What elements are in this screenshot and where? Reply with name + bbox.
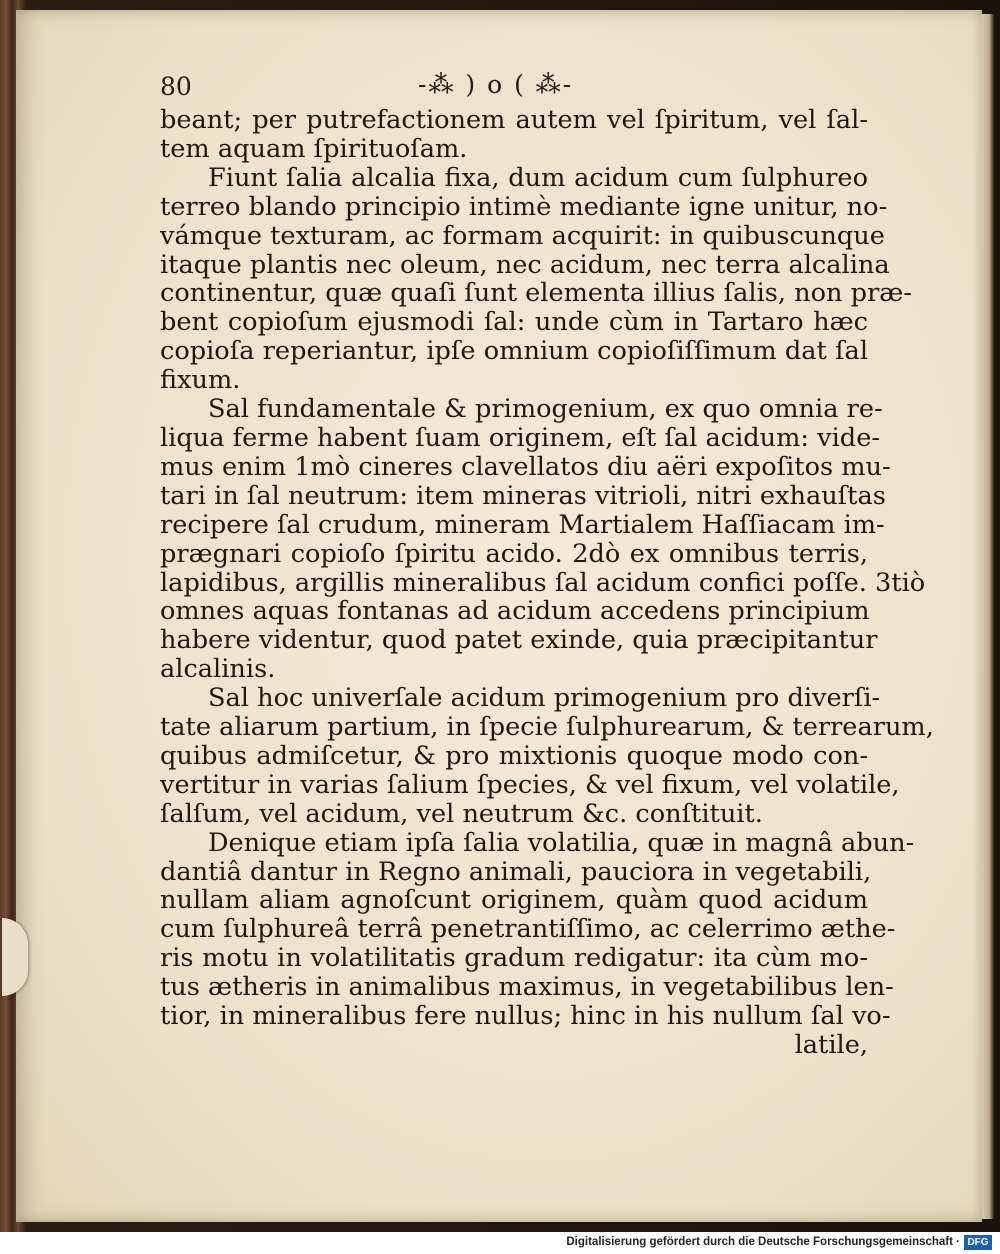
text-line: vámque texturam, ac formam acquirit: in quibuscunque <box>160 220 885 251</box>
text-line: latile, <box>794 1030 868 1060</box>
page-header <box>160 72 868 108</box>
body-text <box>160 105 934 1060</box>
text-line: tari in ſal neutrum: item mineras vitrioli, nitri exhauſtas <box>160 480 886 511</box>
page-edge <box>982 14 994 1219</box>
text-line: cum ſulphureâ terrâ penetrantiſſimo, ac celerrimo æthe- <box>160 914 896 945</box>
header-ornament: -⁂ ) o ( ⁂- <box>418 70 574 99</box>
text-line: lapidibus, argillis mineralibus ſal acidum confici poſſe. 3tiò <box>160 567 926 598</box>
text-line: Fiunt ſalia alcalia fixa, dum acidum cum ſulphureo <box>208 162 868 193</box>
text-line: recipere ſal crudum, mineram Martialem Haſſiacam im- <box>160 509 885 540</box>
text-line: Denique etiam ipſa ſalia volatilia, quæ in magnâ abun- <box>208 827 915 858</box>
text-line: tus ætheris in animalibus maximus, in vegetabilibus len- <box>160 972 894 1003</box>
text-line: Sal hoc univerſale acidum primogenium pro diverſi- <box>208 683 881 714</box>
text-line: tem aquam ſpirituoſam. <box>160 133 468 164</box>
text-line: itaque plantis nec oleum, nec acidum, nec terra alcalina <box>160 249 890 280</box>
text-line: vertitur in varias ſalium ſpecies, & vel fixum, vel volatile, <box>160 769 900 800</box>
text-line: dantiâ dantur in Regno animali, pauciora in vegetabili, <box>160 856 872 887</box>
text-line: ris motu in volatilitatis gradum redigatur: ita cùm mo- <box>160 943 868 974</box>
text-line: bent copioſum ejusmodi ſal: unde cùm in Tartaro hæc <box>160 307 868 338</box>
page-number: 80 <box>160 72 192 101</box>
text-line: tior, in mineralibus fere nullus; hinc in his nullum ſal vo- <box>160 1001 891 1032</box>
text-line: liqua ferme habent ſuam originem, eſt ſal acidum: vide- <box>160 422 880 453</box>
text-line: nullam aliam agnoſcunt originem, quàm quod acidum <box>160 885 868 916</box>
text-line: copioſa reperiantur, ipſe omnium copioſiſſimum dat ſal <box>160 336 868 367</box>
digitization-footer <box>0 1232 1000 1254</box>
text-line: fixum. <box>160 365 241 396</box>
text-line: terreo blando principio intimè mediante igne unitur, no- <box>160 191 888 222</box>
funding-credit: Digitalisierung gefördert durch die Deutsche Forschungsgemeinschaft · <box>566 1236 960 1248</box>
text-line: beant; per putrefactionem autem vel ſpiritum, vel ſal- <box>160 105 868 135</box>
text-line: Sal fundamentale & primogenium, ex quo omnia re- <box>208 394 883 425</box>
text-line: habere videntur, quod patet exinde, quia præcipitantur <box>160 625 878 656</box>
text-line: prægnari copioſo ſpiritu acido. 2dò ex omnibus terris, <box>160 538 868 569</box>
text-line: quibus admiſcetur, & pro mixtionis quoque modo con- <box>160 740 868 771</box>
text-line: continentur, quæ quaſi ſunt elementa illius ſalis, non præ- <box>160 278 913 309</box>
dfg-logo: DFG <box>964 1235 992 1250</box>
text-line: tate aliarum partium, in ſpecie ſulphurearum, & terrearum, <box>160 712 934 743</box>
text-line: omnes aquas fontanas ad acidum accedens principium <box>160 596 870 627</box>
text-line: alcalinis. <box>160 654 276 685</box>
text-line: mus enim 1mò cineres clavellatos diu aëri expoſitos mu- <box>160 451 891 482</box>
text-line: ſalſum, vel acidum, vel neutrum &c. conſtituit. <box>160 798 763 829</box>
